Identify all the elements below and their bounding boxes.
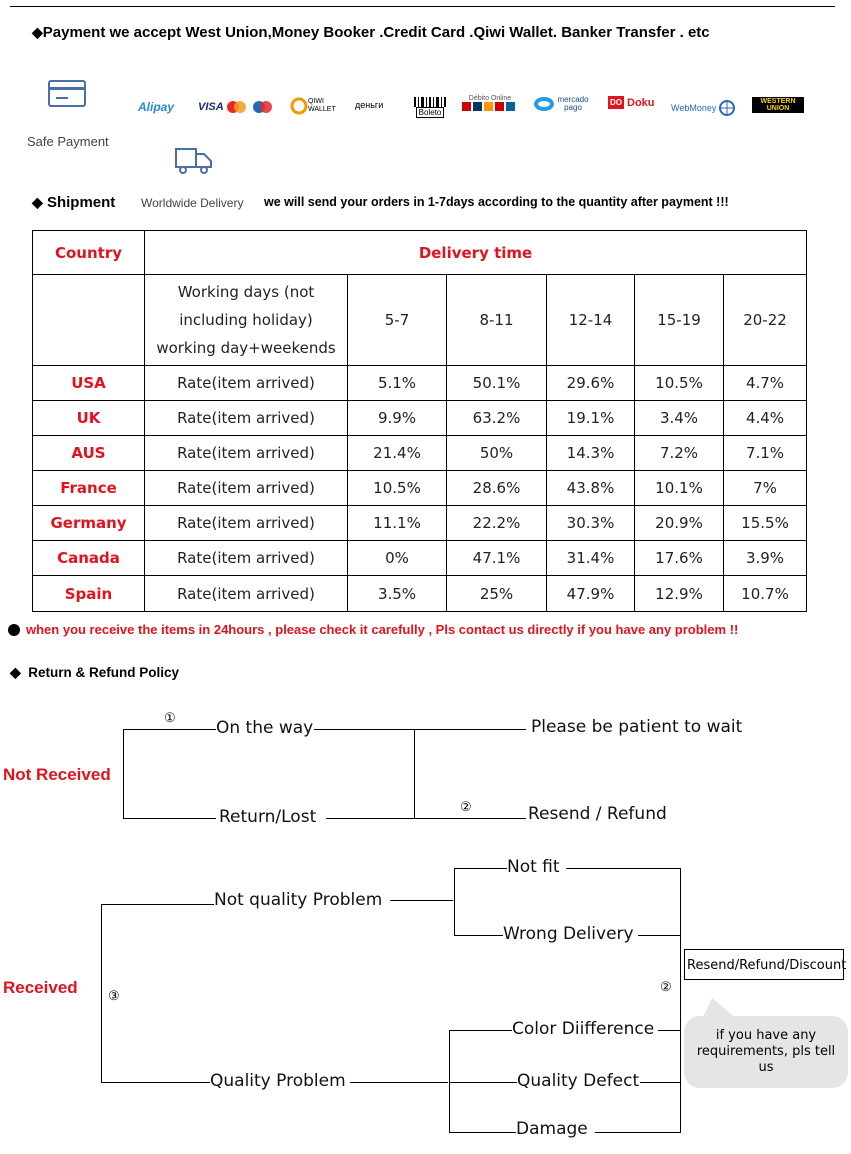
country-cell: AUS — [33, 436, 145, 471]
doku-logo: DO Doku — [610, 96, 655, 109]
range-cell: 12-14 — [547, 275, 635, 366]
step-number-1: ① — [164, 710, 176, 725]
connector-line — [449, 1082, 517, 1083]
value-cell: 10.1% — [635, 471, 724, 506]
connector-line — [123, 729, 216, 730]
step-number-2: ② — [460, 799, 472, 814]
country-cell: UK — [33, 401, 145, 436]
connector-line — [638, 935, 680, 936]
credit-card-icon — [48, 80, 86, 107]
value-cell: 50% — [447, 436, 547, 471]
shipment-heading: ◆ Shipment — [32, 194, 116, 211]
value-cell: 31.4% — [547, 541, 635, 576]
mastercard-icon — [224, 100, 276, 114]
table-header-row — [33, 231, 807, 275]
rate-label-cell: Rate(item arrived) — [145, 541, 348, 576]
worldwide-delivery-label: Worldwide Delivery — [141, 196, 244, 210]
table-row — [33, 506, 807, 541]
value-cell: 14.3% — [547, 436, 635, 471]
range-cell: 5-7 — [348, 275, 447, 366]
value-cell: 7.2% — [635, 436, 724, 471]
not-fit-label: Not fit — [507, 857, 560, 877]
table-row — [33, 436, 807, 471]
empty-cell — [33, 275, 145, 366]
value-cell: 47.1% — [447, 541, 547, 576]
country-header: Country — [33, 231, 145, 275]
alipay-logo: Alipay — [138, 100, 175, 114]
value-cell: 10.5% — [635, 366, 724, 401]
not-received-label: Not Received — [3, 765, 111, 784]
qiwi-icon — [290, 97, 308, 115]
patient-wait-label: Please be patient to wait — [531, 717, 743, 737]
range-cell: 20-22 — [724, 275, 807, 366]
rate-label-cell: Rate(item arrived) — [145, 576, 348, 612]
table-row — [33, 401, 807, 436]
value-cell: 3.5% — [348, 576, 447, 612]
safe-payment-label: Safe Payment — [27, 134, 109, 149]
globe-icon — [719, 100, 735, 116]
rate-label-cell: Rate(item arrived) — [145, 436, 348, 471]
delivery-table — [32, 230, 807, 612]
value-cell: 43.8% — [547, 471, 635, 506]
value-cell: 21.4% — [348, 436, 447, 471]
value-cell: 15.5% — [724, 506, 807, 541]
country-cell: USA — [33, 366, 145, 401]
value-cell: 22.2% — [447, 506, 547, 541]
return-lost-label: Return/Lost — [219, 807, 317, 827]
country-cell: Germany — [33, 506, 145, 541]
value-cell: 11.1% — [348, 506, 447, 541]
value-cell: 0% — [348, 541, 447, 576]
delivery-time-header: Delivery time — [145, 231, 807, 275]
table-row — [33, 576, 807, 612]
resend-refund-label: Resend / Refund — [528, 804, 667, 824]
connector-line — [101, 1082, 210, 1083]
step-number-2b: ② — [660, 979, 672, 994]
step-number-3: ③ — [108, 988, 120, 1003]
connector-line — [326, 818, 526, 819]
rate-label-cell: Rate(item arrived) — [145, 506, 348, 541]
connector-line — [390, 900, 453, 901]
value-cell: 7.1% — [724, 436, 807, 471]
range-cell: 15-19 — [635, 275, 724, 366]
connector-line — [350, 1082, 448, 1083]
western-union-logo: WESTERN UNION — [752, 97, 804, 113]
country-cell: Canada — [33, 541, 145, 576]
barcode-icon — [414, 97, 446, 107]
connector-line — [454, 868, 455, 936]
handshake-icon — [533, 96, 555, 112]
connector-line — [101, 904, 214, 905]
value-cell: 19.1% — [547, 401, 635, 436]
connector-line — [454, 935, 503, 936]
yandex-money-logo: деньги — [355, 100, 384, 110]
value-cell: 3.4% — [635, 401, 724, 436]
connector-line — [101, 904, 102, 1082]
received-label: Received — [3, 978, 78, 997]
quality-defect-label: Quality Defect — [517, 1071, 640, 1091]
bank-icons — [462, 102, 518, 111]
debito-online-logo: Débito Online — [462, 95, 518, 111]
diamond-bullet-icon: ◆ — [32, 24, 43, 40]
quality-problem-label: Quality Problem — [210, 1071, 346, 1091]
connector-line — [658, 1030, 680, 1031]
connector-line — [314, 729, 526, 730]
value-cell: 7% — [724, 471, 807, 506]
webmoney-logo: WebMoney — [671, 100, 735, 116]
payment-heading: ◆Payment we accept West Union,Money Booker .Credit Card .Qiwi Wallet. Banker Transfer . etc — [32, 24, 710, 41]
range-row — [33, 275, 807, 366]
value-cell: 12.9% — [635, 576, 724, 612]
value-cell: 17.6% — [635, 541, 724, 576]
connector-line — [414, 729, 415, 819]
connector-line — [123, 729, 124, 819]
connector-line — [640, 1082, 680, 1083]
connector-line — [680, 868, 681, 1133]
qiwi-logo: QIWI WALLET — [290, 97, 340, 115]
top-divider — [10, 6, 835, 7]
table-row — [33, 366, 807, 401]
damage-label: Damage — [516, 1119, 588, 1139]
truck-icon — [174, 145, 216, 175]
value-cell: 10.7% — [724, 576, 807, 612]
on-the-way-label: On the way — [216, 718, 314, 738]
table-row — [33, 541, 807, 576]
diamond-bullet-icon: ◆ — [10, 664, 21, 680]
value-cell: 4.7% — [724, 366, 807, 401]
country-cell: France — [33, 471, 145, 506]
mercado-pago-logo: mercado pago — [533, 96, 591, 112]
resend-refund-discount-box: Resend/Refund/Discount — [684, 949, 844, 980]
diamond-bullet-icon: ◆ — [32, 194, 43, 210]
shipment-note: we will send your orders in 1-7days according to the quantity after payment !!! — [264, 195, 729, 209]
connector-line — [449, 1132, 516, 1133]
bullet-dot-icon — [8, 624, 20, 636]
connector-line — [595, 1132, 680, 1133]
value-cell: 25% — [447, 576, 547, 612]
table-row — [33, 471, 807, 506]
visa-text: VISA — [198, 101, 224, 113]
value-cell: 63.2% — [447, 401, 547, 436]
value-cell: 28.6% — [447, 471, 547, 506]
value-cell: 3.9% — [724, 541, 807, 576]
value-cell: 47.9% — [547, 576, 635, 612]
value-cell: 5.1% — [348, 366, 447, 401]
connector-line — [123, 818, 216, 819]
value-cell: 10.5% — [348, 471, 447, 506]
connector-line — [449, 1030, 512, 1031]
boleto-logo: Boleto — [414, 97, 446, 118]
visa-mastercard-logo — [198, 100, 276, 114]
doku-icon: DO — [610, 98, 622, 107]
wrong-delivery-label: Wrong Delivery — [503, 924, 634, 944]
not-quality-problem-label: Not quality Problem — [214, 890, 383, 910]
speech-bubble: if you have any requirements, pls tell us — [684, 1016, 848, 1088]
rate-label-cell: Rate(item arrived) — [145, 401, 348, 436]
value-cell: 20.9% — [635, 506, 724, 541]
value-cell: 50.1% — [447, 366, 547, 401]
value-cell: 4.4% — [724, 401, 807, 436]
range-cell: 8-11 — [447, 275, 547, 366]
check-warning: when you receive the items in 24hours , please check it carefully , Pls contact us directly if you have any problem !! — [8, 622, 738, 637]
color-difference-label: Color Diifference — [512, 1019, 655, 1039]
rate-label-cell: Rate(item arrived) — [145, 471, 348, 506]
connector-line — [454, 868, 507, 869]
working-days-label: Working days (not including holiday) working day+weekends — [145, 275, 348, 366]
value-cell: 30.3% — [547, 506, 635, 541]
connector-line — [566, 868, 680, 869]
value-cell: 29.6% — [547, 366, 635, 401]
value-cell: 9.9% — [348, 401, 447, 436]
country-cell: Spain — [33, 576, 145, 612]
policy-heading: ◆ Return & Refund Policy — [10, 664, 180, 680]
rate-label-cell: Rate(item arrived) — [145, 366, 348, 401]
